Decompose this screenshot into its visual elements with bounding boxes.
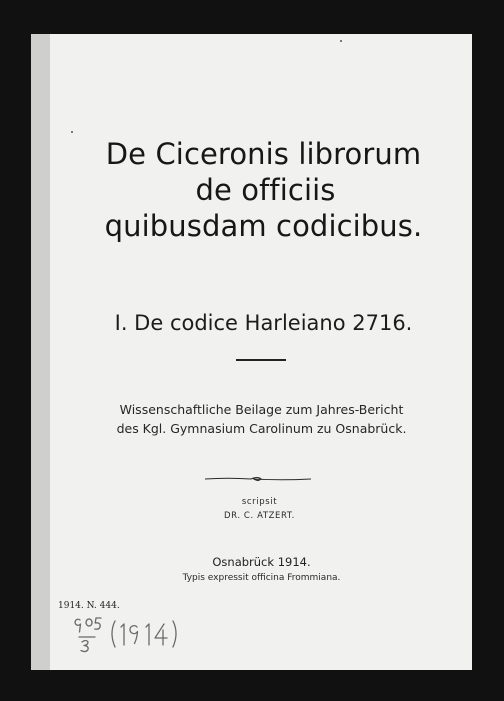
- beilage-line-2: des Kgl. Gymnasium Carolinum zu Osnabrück.: [116, 421, 407, 436]
- title-line-1: De Ciceronis librorum: [105, 137, 422, 171]
- scripsit-label: scripsit: [241, 497, 278, 507]
- title-line-3: quibusdam codicibus.: [104, 209, 423, 243]
- subtitle: I. De codice Harleiano 2716.: [114, 311, 413, 335]
- ornament-divider: [203, 474, 313, 484]
- title-line-2: de officiis: [195, 173, 336, 207]
- paper-speck: [340, 40, 342, 42]
- catalog-number: 1914. N. 444.: [58, 601, 120, 611]
- imprint-printer: Typis expressit officina Frommiana.: [182, 573, 341, 583]
- imprint-place-year: Osnabrück 1914.: [212, 555, 311, 569]
- title-page: [31, 34, 472, 670]
- paper-speck: [71, 131, 73, 133]
- handwritten-shelfmark: [71, 615, 181, 659]
- author-name: DR. C. ATZERT.: [223, 511, 295, 521]
- divider-rule: [236, 359, 286, 361]
- beilage-line-1: Wissenschaftliche Beilage zum Jahres-Bericht: [119, 402, 404, 417]
